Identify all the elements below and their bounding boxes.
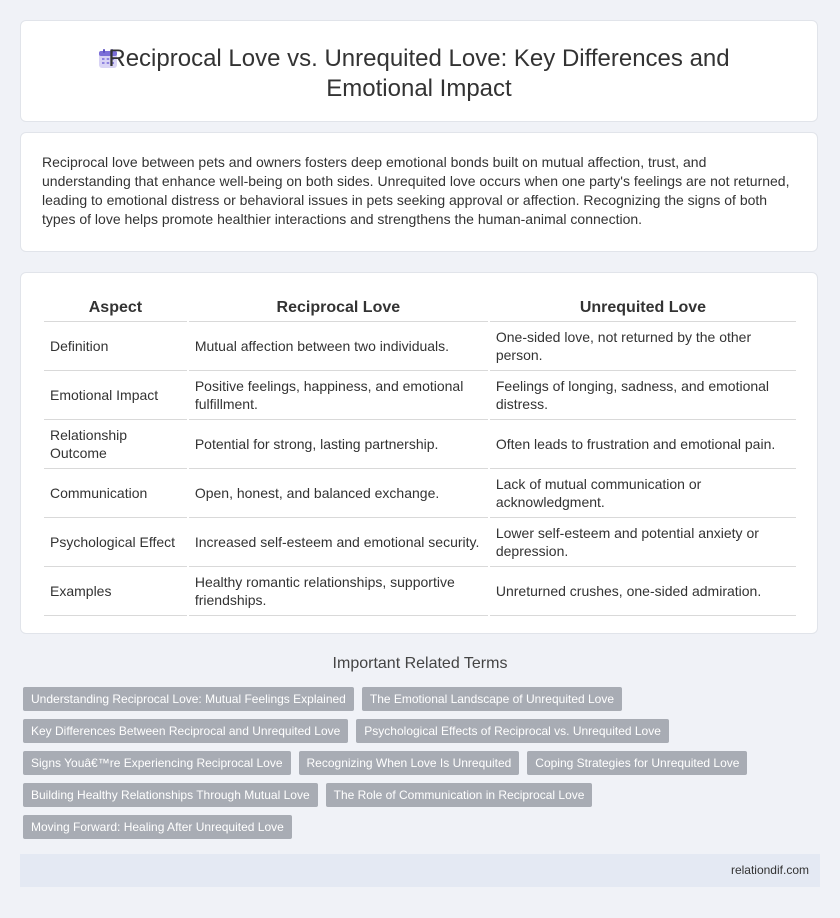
related-term-link[interactable]: Building Healthy Relationships Through Mutual Love [23, 783, 318, 807]
tag-row [23, 783, 823, 807]
cell-aspect: Psychological Effect [44, 518, 187, 567]
title-card [20, 20, 818, 122]
cell-aspect: Communication [44, 469, 187, 518]
comparison-table [42, 295, 798, 616]
cell-unrequited: Often leads to frustration and emotional pain. [490, 420, 796, 469]
cell-reciprocal: Healthy romantic relationships, supportive friendships. [189, 567, 488, 616]
cell-reciprocal: Potential for strong, lasting partnership. [189, 420, 488, 469]
table-row [44, 518, 796, 567]
related-term-link[interactable]: Psychological Effects of Reciprocal vs. Unrequited Love [356, 719, 669, 743]
related-term-link[interactable]: Moving Forward: Healing After Unrequited Love [23, 815, 292, 839]
cell-unrequited: Lack of mutual communication or acknowledgment. [490, 469, 796, 518]
cell-reciprocal: Mutual affection between two individuals. [189, 322, 488, 371]
table-header-row [44, 295, 796, 322]
related-term-link[interactable]: Signs Youâ€™re Experiencing Reciprocal Love [23, 751, 291, 775]
related-term-link[interactable]: The Emotional Landscape of Unrequited Love [362, 687, 622, 711]
header-unrequited: Unrequited Love [490, 295, 796, 322]
cell-reciprocal: Positive feelings, happiness, and emotional fulfillment. [189, 371, 488, 420]
page-title: Reciprocal Love vs. Unrequited Love: Key Differences and Emotional Impact [108, 45, 730, 102]
cell-reciprocal: Increased self-esteem and emotional security. [189, 518, 488, 567]
intro-paragraph: Reciprocal love between pets and owners fosters deep emotional bonds built on mutual affection, trust, and understanding that enhance well-being on both sides. Unrequited love occurs when one party's feelings are not returned, leading to emotional distress or behavioral issues in pets seeking approval or affection. Recognizing the signs of both types of love helps promote healthier interactions and strengthens the human-animal connection. [42, 154, 790, 227]
cell-unrequited: Lower self-esteem and potential anxiety or depression. [490, 518, 796, 567]
tag-row [23, 719, 823, 743]
footer-site-link[interactable]: relationdif.com [730, 863, 809, 877]
cell-unrequited: One-sided love, not returned by the other person. [490, 322, 796, 371]
cell-aspect: Definition [44, 322, 187, 371]
table-row [44, 567, 796, 616]
cell-aspect: Emotional Impact [44, 371, 187, 420]
related-terms-list [23, 687, 823, 847]
cell-aspect: Relationship Outcome [44, 420, 187, 469]
cell-aspect: Examples [44, 567, 187, 616]
comparison-table-card [20, 272, 818, 634]
related-term-link[interactable]: Recognizing When Love Is Unrequited [299, 751, 520, 775]
related-term-link[interactable]: Understanding Reciprocal Love: Mutual Feelings Explained [23, 687, 354, 711]
related-term-link[interactable]: The Role of Communication in Reciprocal Love [326, 783, 593, 807]
table-row [44, 371, 796, 420]
table-row [44, 420, 796, 469]
intro-card [20, 132, 818, 252]
header-aspect: Aspect [44, 295, 187, 322]
tag-row [23, 815, 823, 839]
related-terms-heading: Important Related Terms [332, 655, 508, 672]
cell-reciprocal: Open, honest, and balanced exchange. [189, 469, 488, 518]
table-row [44, 469, 796, 518]
related-term-link[interactable]: Key Differences Between Reciprocal and Unrequited Love [23, 719, 348, 743]
header-reciprocal: Reciprocal Love [189, 295, 488, 322]
footer [20, 854, 820, 887]
tag-row [23, 751, 823, 775]
cell-unrequited: Feelings of longing, sadness, and emotional distress. [490, 371, 796, 420]
cell-unrequited: Unreturned crushes, one-sided admiration. [490, 567, 796, 616]
tag-row [23, 687, 823, 711]
table-row [44, 322, 796, 371]
related-term-link[interactable]: Coping Strategies for Unrequited Love [527, 751, 747, 775]
